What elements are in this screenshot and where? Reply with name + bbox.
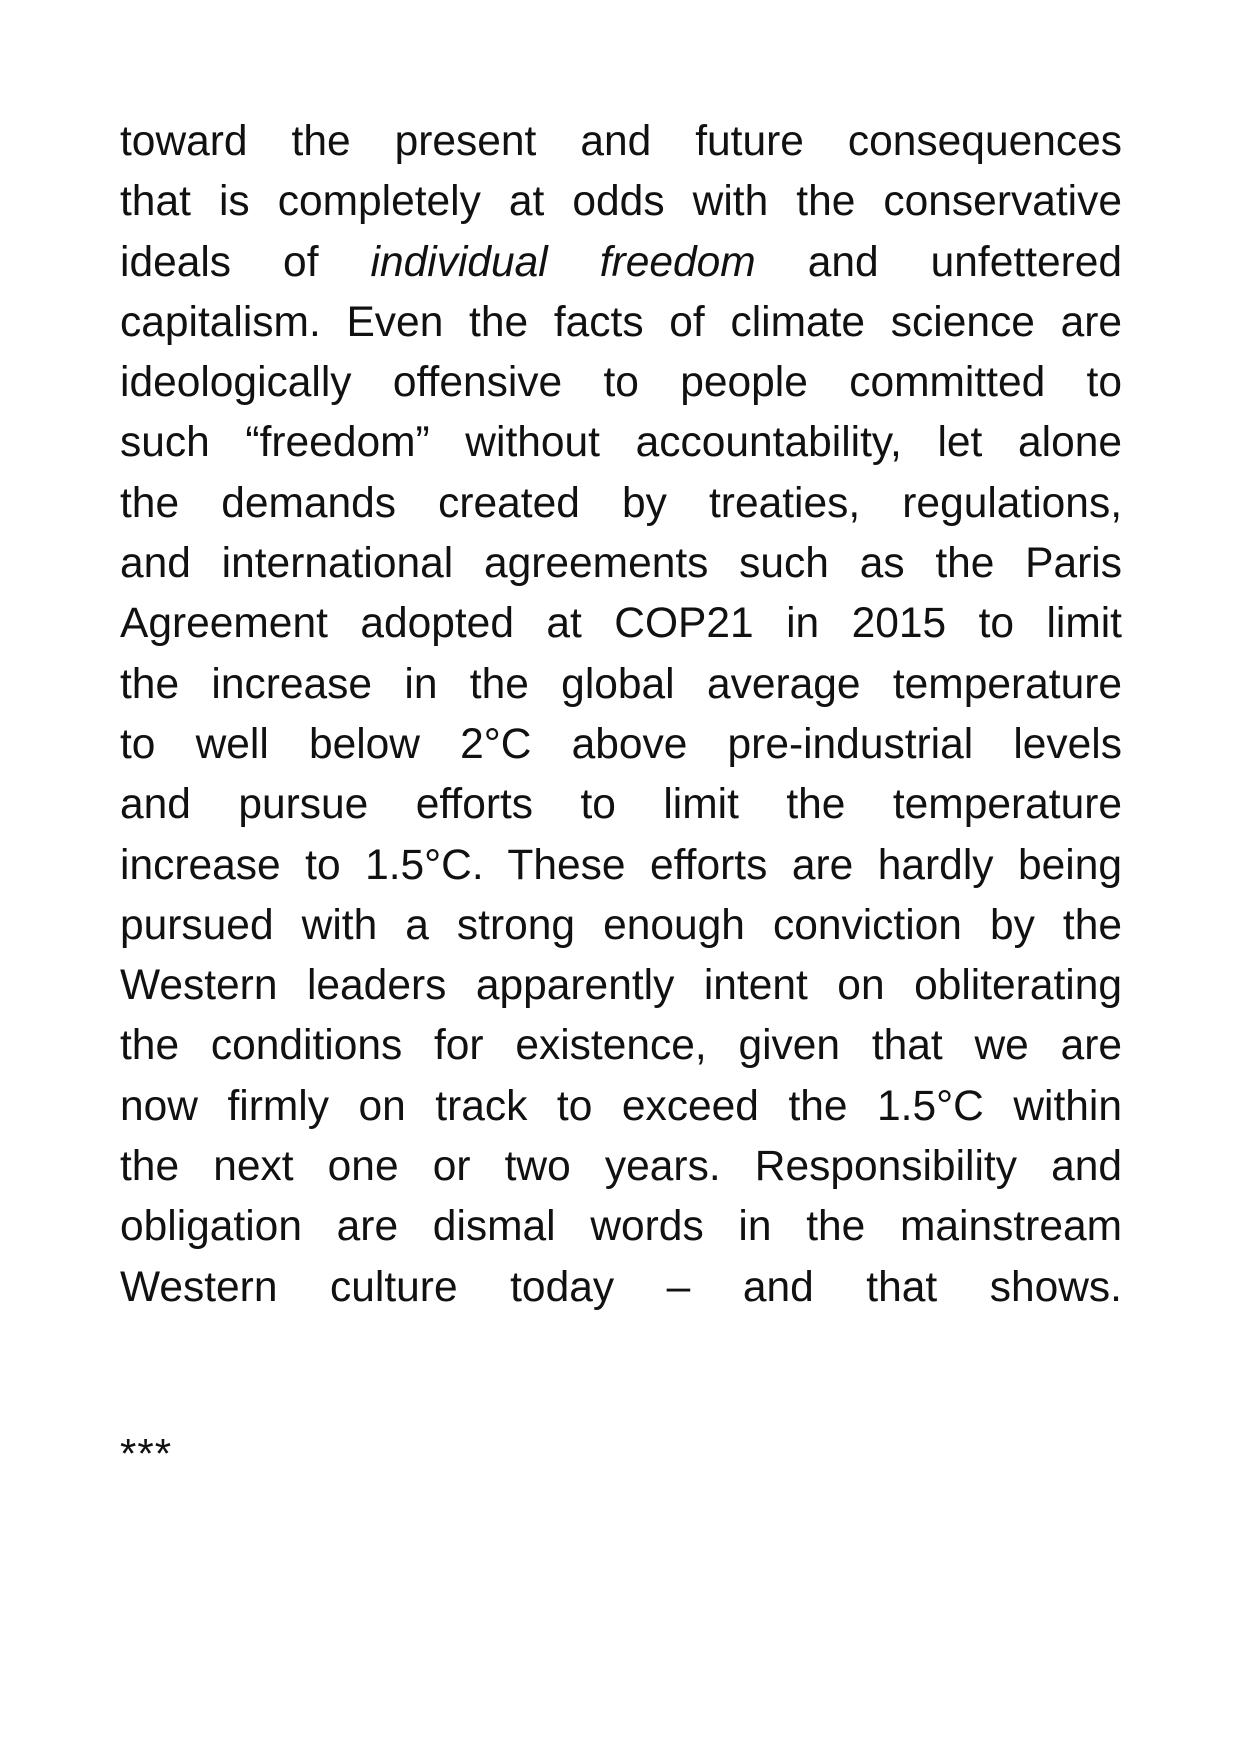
- body-text: [120, 112, 1122, 1318]
- text-line: ideologically offensive to people committed to: [120, 359, 1122, 407]
- text-fragment: ideals of: [120, 238, 371, 286]
- text-line: the demands created by treaties, regulations,: [120, 479, 1122, 527]
- text-line: the next one or two years. Responsibility and: [120, 1143, 1122, 1191]
- text-line: to well below 2°C above pre-industrial levels: [120, 720, 1122, 768]
- text-line: Agreement adopted at COP21 in 2015 to limit: [120, 600, 1122, 648]
- text-line: that is completely at odds with the conservative: [120, 178, 1122, 226]
- emphasis-text: individual freedom: [370, 238, 756, 286]
- text-line: the increase in the global average temperature: [120, 660, 1122, 708]
- text-line-with-emphasis: [120, 233, 1122, 293]
- text-line: now firmly on track to exceed the 1.5°C within: [120, 1082, 1122, 1130]
- text-line: pursued with a strong enough conviction by the: [120, 901, 1122, 949]
- text-line: such “freedom” without accountability, let alone: [120, 419, 1122, 467]
- text-line: obligation are dismal words in the mainstream: [120, 1203, 1122, 1251]
- text-line: capitalism. Even the facts of climate science are: [120, 298, 1122, 346]
- text-line: Western culture today – and that shows.: [120, 1263, 1122, 1311]
- section-separator: ***: [120, 1430, 173, 1477]
- text-line: increase to 1.5°C. These efforts are hardly being: [120, 841, 1122, 889]
- text-line: and international agreements such as the Paris: [120, 540, 1122, 588]
- text-line: toward the present and future consequences: [120, 118, 1122, 165]
- text-line: the conditions for existence, given that we are: [120, 1022, 1122, 1070]
- text-line: Western leaders apparently intent on obliterating: [120, 962, 1122, 1010]
- text-line: and pursue efforts to limit the temperature: [120, 781, 1122, 829]
- text-fragment: and unfettered: [755, 238, 1123, 286]
